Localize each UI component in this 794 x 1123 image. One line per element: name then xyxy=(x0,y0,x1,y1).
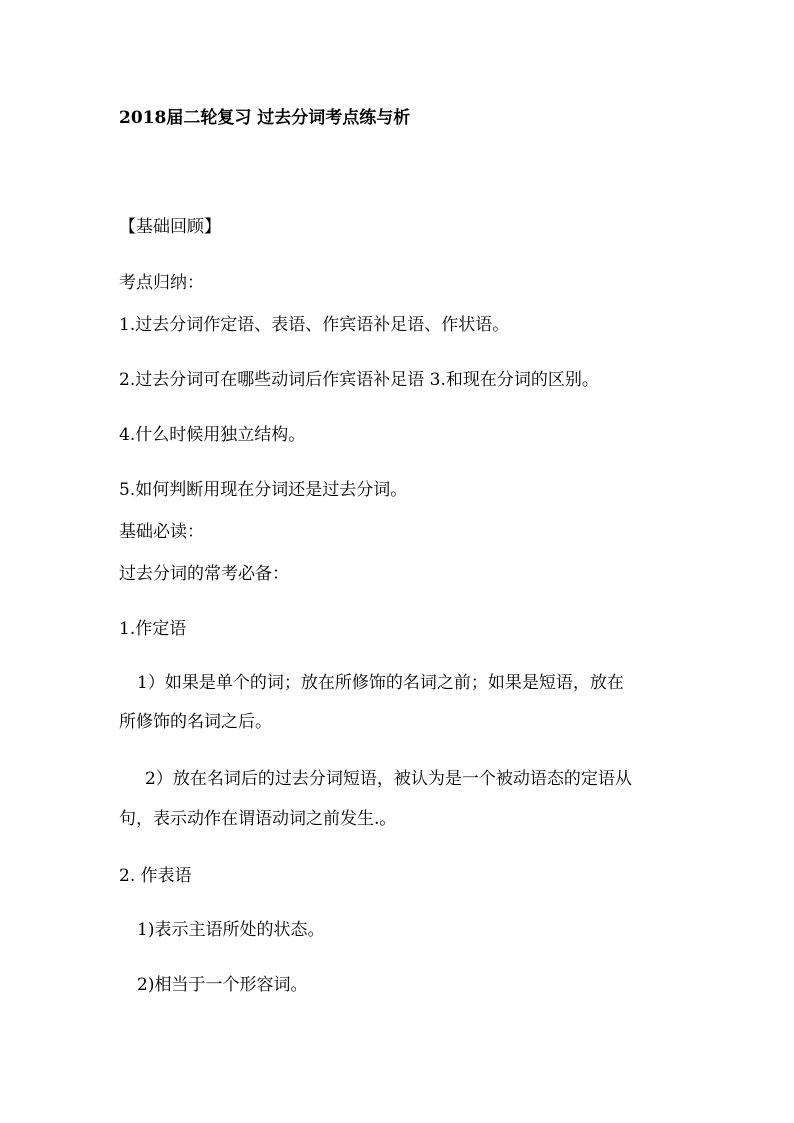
section-heading: 【基础回顾】 xyxy=(119,217,221,237)
key-point-1: 1.过去分词作定语、表语、作宾语补足语、作状语。 xyxy=(119,315,510,335)
basics-intro: 过去分词的常考必备： xyxy=(119,564,289,584)
section2-item1: 1)表示主语所处的状态。 xyxy=(137,920,325,940)
key-point-4: 5.如何判断用现在分词还是过去分词。 xyxy=(119,480,408,500)
section1-item1-line2: 所修饰的名词之后。 xyxy=(119,712,272,732)
document-title: 2018届二轮复习 过去分词考点练与析 xyxy=(119,108,411,128)
section1-item2-line1: 2）放在名词后的过去分词短语，被认为是一个被动语态的定语从 xyxy=(145,769,632,789)
key-point-3: 4.什么时候用独立结构。 xyxy=(119,425,306,445)
key-points-label: 考点归纳： xyxy=(119,273,204,293)
basics-label: 基础必读： xyxy=(119,522,204,542)
section1-item1-line1: 1）如果是单个的词；放在所修饰的名词之前；如果是短语，放在 xyxy=(137,673,624,693)
section1-item2-line2: 句，表示动作在谓语动词之前发生.。 xyxy=(119,809,397,829)
key-point-2: 2.过去分词可在哪些动词后作宾语补足语 3.和现在分词的区别。 xyxy=(119,370,599,390)
section1-heading: 1.作定语 xyxy=(119,619,187,639)
section2-heading: 2. 作表语 xyxy=(119,866,192,886)
section2-item2: 2)相当于一个形容词。 xyxy=(137,975,308,995)
